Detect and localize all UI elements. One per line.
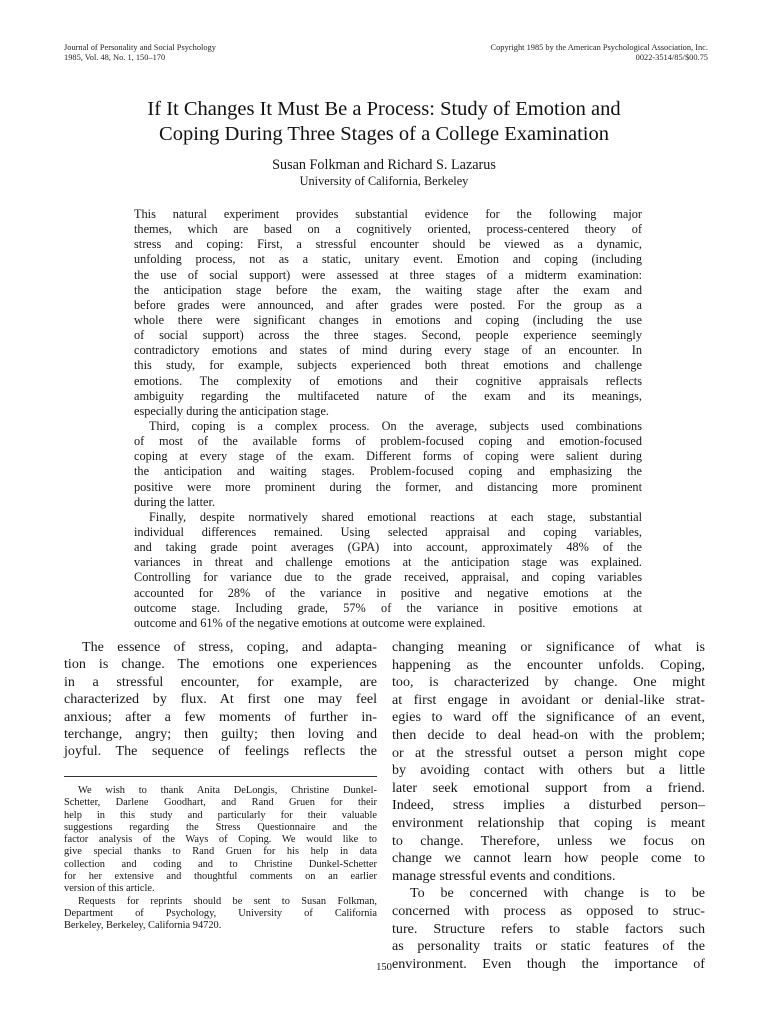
abstract-line: of most of the available forms of problem-focused coping and emotion-focused bbox=[134, 434, 642, 449]
running-header-left bbox=[64, 43, 216, 62]
abstract-line: individual differences remained. Using selected appraisal and coping variables, bbox=[134, 524, 642, 539]
footnote-line: suggestions regarding the Stress Questionnaire and the bbox=[64, 821, 377, 833]
abstract-line: this study, for example, subjects experienced both threat emotions and challenge bbox=[134, 358, 642, 373]
page-number: 150 bbox=[376, 962, 392, 973]
title-line: If It Changes It Must Be a Process: Study of Emotion and bbox=[147, 98, 621, 120]
body-line: manage stressful events and conditions. bbox=[392, 867, 616, 884]
article-code: 0022-3514/85/$00.75 bbox=[635, 52, 708, 62]
journal-citation: 1985, Vol. 48, No. 1, 150–170 bbox=[64, 52, 166, 62]
body-line: environment relationship that coping is meant bbox=[392, 814, 705, 831]
footnote-line: give special thanks to Rand Gruen for his help in data bbox=[64, 846, 377, 858]
body-line: Indeed, stress implies a disturbed person– bbox=[392, 797, 705, 814]
body-line: changing meaning or significance of what is bbox=[392, 639, 705, 655]
abstract-line: before grades were announced, and after grades were posted. For the group as a bbox=[134, 297, 642, 312]
body-line: or at the stressful outset a person might cope bbox=[392, 744, 705, 761]
body-line: by avoiding contact with others but a little bbox=[392, 762, 705, 779]
abstract-line: themes, which are based on a cognitively oriented, process-centered theory of bbox=[134, 222, 642, 237]
footnote bbox=[64, 785, 377, 933]
body-line: characterized by flux. At first one may feel bbox=[64, 691, 377, 708]
footnote-line: We wish to thank Anita DeLongis, Christine Dunkel- bbox=[78, 785, 377, 796]
body-line: later seek emotional support from a friend. bbox=[392, 779, 705, 796]
abstract-line: contradictory emotions and states of mind during every stage of an encounter. In bbox=[134, 343, 642, 358]
body-column-left bbox=[64, 639, 377, 761]
body-line: joyful. The sequence of feelings reflects the bbox=[64, 743, 377, 760]
body-line: tion is change. The emotions one experiences bbox=[64, 656, 377, 673]
abstract-line: especially during the anticipation stage. bbox=[134, 403, 329, 418]
abstract-line: whole there were significant changes in emotions and coping (including the use bbox=[134, 312, 642, 327]
copyright-notice: Copyright 1985 by the American Psychological Association, Inc. bbox=[490, 43, 708, 52]
abstract-line: the use of social support) were assessed at three stages of a midterm examination: bbox=[134, 267, 642, 282]
abstract-line: of social support) across the three stages. Second, people experience seemingly bbox=[134, 328, 642, 343]
footnote-line: help in this study and particularly for their valuable bbox=[64, 809, 377, 821]
abstract-line: positive were more prominent during the former, and distancing more prominent bbox=[134, 479, 642, 494]
abstract-line: and taking grade point averages (GPA) into account, approximately 48% of the bbox=[134, 540, 642, 555]
footnote-line: Department of Psychology, University of California bbox=[64, 907, 377, 919]
body-line: change we cannot learn how people come to bbox=[392, 850, 705, 867]
author-names: Susan Folkman and Richard S. Lazarus bbox=[272, 157, 496, 173]
body-line: terchange, angry; then guilty; then loving and bbox=[64, 726, 377, 743]
abstract-line: outcome stage. Including grade, 57% of the variance in positive emotions at bbox=[134, 600, 642, 615]
footnote-line: Requests for reprints should be sent to Susan Folkman, bbox=[78, 895, 377, 907]
footnote-line: Berkeley, Berkeley, California 94720. bbox=[64, 920, 222, 932]
body-line: too, is characterized by change. One might bbox=[392, 674, 705, 691]
body-line: anxious; after a few moments of further in- bbox=[64, 708, 377, 725]
footnote-line: collection and coding and to Christine Dunkel-Schetter bbox=[64, 858, 377, 870]
body-line: then decide to deal head-on with the problem; bbox=[392, 726, 705, 743]
body-line: egies to ward off the significance of an event, bbox=[392, 709, 705, 726]
abstract-line: This natural experiment provides substantial evidence for the following major bbox=[134, 207, 642, 221]
abstract-line: Finally, despite normatively shared emotional reactions at each stage, substantial bbox=[149, 509, 642, 524]
footnote-line: for her extensive and thoughtful comments on an earlier bbox=[64, 871, 377, 883]
footnote-line: Schetter, Darlene Goodhart, and Rand Gruen for their bbox=[64, 797, 377, 809]
abstract-line: unfolding process, not as a static, unitary event. Emotion and coping (including bbox=[134, 252, 642, 267]
footnote-line: version of this article. bbox=[64, 883, 155, 895]
body-line: The essence of stress, coping, and adapta- bbox=[82, 639, 377, 655]
abstract-line: variances in threat and challenge emotions at the anticipation stage was explained. bbox=[134, 555, 642, 570]
abstract-line: the anticipation stage before the exam, the waiting stage after the exam and bbox=[134, 282, 642, 297]
footnote-line: factor analysis of the Ways of Coping. We would like to bbox=[64, 834, 377, 846]
body-line: at first engage in avoidant or denial-like strat- bbox=[392, 691, 705, 708]
abstract-line: during the latter. bbox=[134, 494, 215, 509]
body-line: happening as the encounter unfolds. Coping, bbox=[392, 656, 705, 673]
abstract-line: Controlling for variance due to the grade received, appraisal, and coping variables bbox=[134, 570, 642, 585]
body-line: in a stressful encounter, for example, are bbox=[64, 673, 377, 690]
body-line: to change. Therefore, unless we focus on bbox=[392, 832, 705, 849]
abstract-line: stress and coping: First, a stressful encounter should be viewed as a dynamic, bbox=[134, 237, 642, 252]
body-line: ture. Structure refers to stable factors such bbox=[392, 920, 705, 937]
abstract-line: outcome and 61% of the negative emotions at outcome were explained. bbox=[134, 615, 486, 630]
footnote-divider bbox=[64, 776, 377, 777]
abstract-line: coping at every stage of the exam. Different forms of coping were salient during bbox=[134, 449, 642, 464]
abstract-line: emotions. The complexity of emotions and their cognitive appraisals reflects bbox=[134, 373, 642, 388]
title-line: Coping During Three Stages of a College Examination bbox=[159, 123, 609, 145]
abstract-line: ambiguity regarding the multifaceted nature of the exam and its meanings, bbox=[134, 388, 642, 403]
abstract bbox=[134, 207, 642, 631]
body-line: environment. Even though the importance of bbox=[392, 955, 705, 972]
article-title bbox=[60, 97, 708, 147]
body-line: concerned with process as opposed to struc- bbox=[392, 902, 705, 919]
body-line: as personality traits or static features of the bbox=[392, 938, 705, 955]
author-affiliation: University of California, Berkeley bbox=[299, 174, 469, 188]
body-column-right bbox=[392, 639, 705, 973]
body-line: To be concerned with change is to be bbox=[410, 885, 705, 902]
journal-name: Journal of Personality and Social Psychology bbox=[64, 43, 216, 52]
abstract-line: Third, coping is a complex process. On the average, subjects used combinations bbox=[149, 418, 642, 433]
abstract-line: accounted for 28% of the variance in positive and negative emotions at the bbox=[134, 585, 642, 600]
abstract-line: the anticipation and waiting stages. Problem-focused coping and emphasizing the bbox=[134, 464, 642, 479]
running-header-right bbox=[491, 43, 708, 62]
